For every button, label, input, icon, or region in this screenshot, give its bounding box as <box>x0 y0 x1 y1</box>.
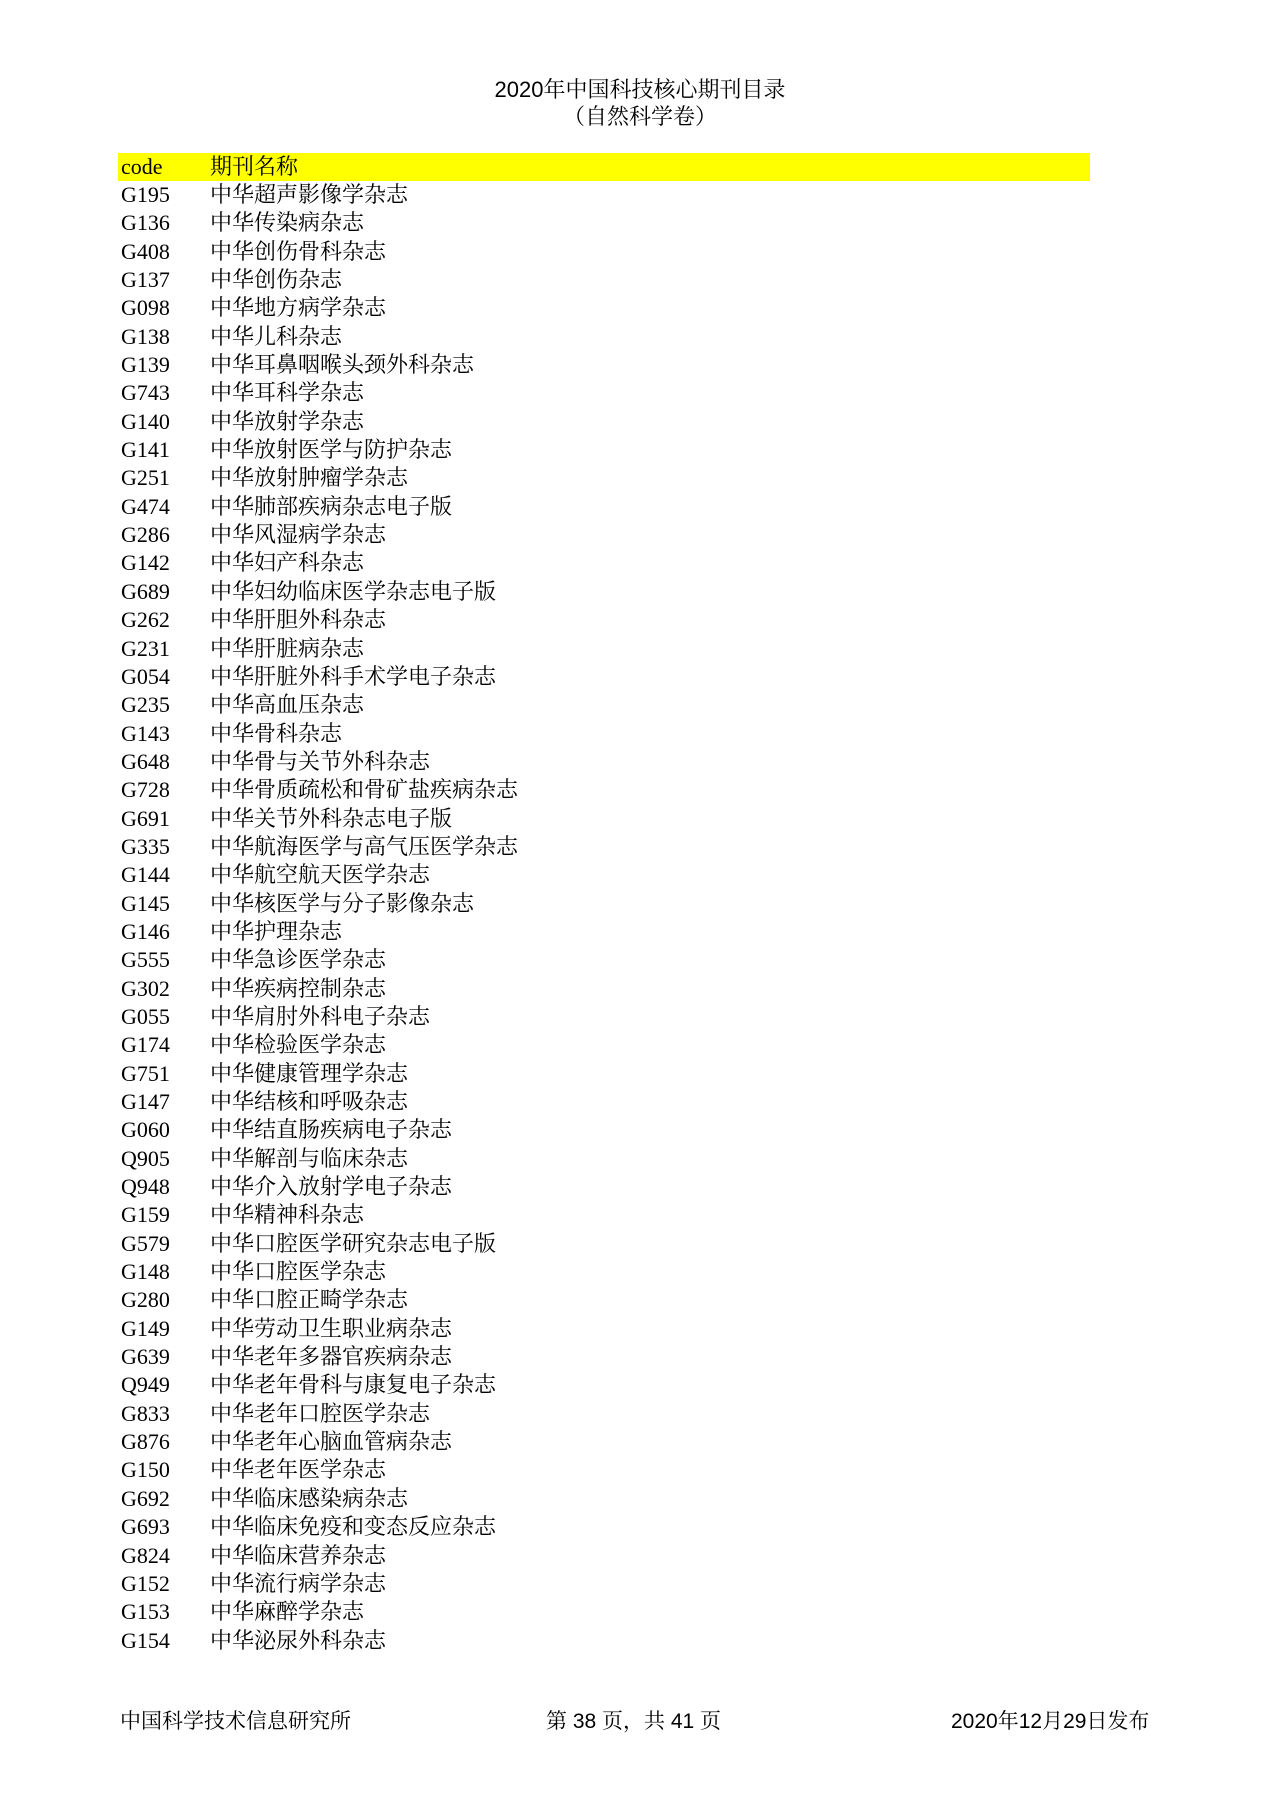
journal-code: G639 <box>121 1344 170 1370</box>
table-row <box>118 663 1090 691</box>
journal-name: 中华高血压杂志 <box>210 692 365 718</box>
journal-code: G251 <box>121 465 170 491</box>
journal-name: 中华肩肘外科电子杂志 <box>210 1003 431 1029</box>
journal-code: G138 <box>121 323 170 349</box>
journal-name: 中华临床感染病杂志 <box>210 1485 409 1511</box>
journal-code: G145 <box>121 890 170 916</box>
journal-name: 中华肺部疾病杂志电子版 <box>210 493 453 519</box>
journal-code: G579 <box>121 1230 170 1256</box>
journal-code: G335 <box>121 833 170 859</box>
journal-code: G280 <box>121 1287 170 1313</box>
table-row <box>118 1116 1090 1144</box>
journal-name: 中华口腔医学杂志 <box>210 1259 387 1285</box>
journal-code: G143 <box>121 720 170 746</box>
journal-name: 中华结核和呼吸杂志 <box>210 1089 409 1114</box>
journal-name: 中华耳科学杂志 <box>210 380 365 406</box>
document-title: 2020年中国科技核心期刊目录 <box>494 77 786 102</box>
table-row <box>118 833 1090 861</box>
journal-name: 中华劳动卫生职业病杂志 <box>210 1315 453 1341</box>
document-subtitle: （自然科学卷） <box>562 104 717 129</box>
journal-code: G876 <box>121 1429 170 1455</box>
table-row <box>118 323 1090 351</box>
journal-name: 中华泌尿外科杂志 <box>210 1627 387 1653</box>
journal-code: G751 <box>121 1060 170 1086</box>
journal-code: G144 <box>121 862 170 888</box>
journal-code: G824 <box>121 1542 170 1568</box>
journal-name: 中华传染病杂志 <box>210 210 365 236</box>
journal-name: 中华骨质疏松和骨矿盐疾病杂志 <box>210 777 519 803</box>
table-row <box>118 1230 1090 1258</box>
journal-name: 中华妇产科杂志 <box>210 550 365 576</box>
journal-name: 中华创伤杂志 <box>210 267 343 293</box>
table-row <box>118 1542 1090 1570</box>
header-code: code <box>121 154 163 179</box>
journal-table <box>118 153 1090 1655</box>
page-footer <box>0 1707 1280 1737</box>
table-header-row <box>118 153 1090 181</box>
table-row <box>118 1371 1090 1399</box>
journal-code: G728 <box>121 777 170 803</box>
table-row <box>118 1258 1090 1286</box>
journal-name: 中华结直肠疾病电子杂志 <box>210 1117 453 1143</box>
table-row <box>118 436 1090 464</box>
table-row <box>118 1003 1090 1031</box>
journal-name: 中华肝脏病杂志 <box>210 635 365 661</box>
journal-name: 中华老年医学杂志 <box>210 1457 387 1483</box>
journal-name: 中华健康管理学杂志 <box>210 1060 409 1086</box>
journal-name: 中华介入放射学电子杂志 <box>210 1174 453 1200</box>
journal-code: G054 <box>121 663 170 689</box>
table-row <box>118 1031 1090 1059</box>
journal-code: G146 <box>121 918 170 944</box>
journal-code: G140 <box>121 408 170 434</box>
journal-code: G474 <box>121 493 170 519</box>
journal-code: G833 <box>121 1400 170 1426</box>
table-row <box>118 1173 1090 1201</box>
footer-page-info: 第 38 页，共 41 页 <box>546 1710 722 1733</box>
table-row <box>118 1088 1090 1116</box>
journal-name: 中华老年多器官疾病杂志 <box>210 1344 453 1370</box>
journal-name: 中华放射医学与防护杂志 <box>210 437 453 463</box>
journal-code: G055 <box>121 1003 170 1029</box>
header-name: 期刊名称 <box>210 154 299 179</box>
journal-name: 中华精神科杂志 <box>210 1202 365 1228</box>
journal-code: G691 <box>121 805 170 831</box>
table-row <box>118 890 1090 918</box>
table-row <box>118 578 1090 606</box>
journal-name: 中华老年心脑血管病杂志 <box>210 1429 453 1455</box>
journal-name: 中华地方病学杂志 <box>210 295 387 321</box>
journal-name: 中华急诊医学杂志 <box>210 947 387 973</box>
table-row <box>118 1145 1090 1173</box>
journal-code: G152 <box>121 1570 170 1596</box>
journal-code: G302 <box>121 975 170 1001</box>
table-row <box>118 1598 1090 1626</box>
journal-code: G174 <box>121 1032 170 1058</box>
journal-code: G150 <box>121 1457 170 1483</box>
table-row <box>118 1315 1090 1343</box>
journal-name: 中华临床免疫和变态反应杂志 <box>210 1514 497 1540</box>
journal-code: G648 <box>121 748 170 774</box>
table-row <box>118 209 1090 237</box>
journal-code: G693 <box>121 1514 170 1540</box>
table-row <box>118 1456 1090 1484</box>
journal-name: 中华核医学与分子影像杂志 <box>210 890 475 916</box>
journal-code: G286 <box>121 522 170 548</box>
table-row <box>118 1627 1090 1655</box>
table-row <box>118 748 1090 776</box>
journal-code: G139 <box>121 352 170 378</box>
table-row <box>118 493 1090 521</box>
journal-code: G555 <box>121 947 170 973</box>
journal-code: G408 <box>121 238 170 264</box>
table-row <box>118 1343 1090 1371</box>
table-row <box>118 606 1090 634</box>
journal-name: 中华护理杂志 <box>210 918 343 944</box>
journal-code: G235 <box>121 692 170 718</box>
journal-code: G262 <box>121 607 170 633</box>
journal-name: 中华口腔医学研究杂志电子版 <box>210 1230 497 1256</box>
journal-code: Q905 <box>121 1145 170 1171</box>
table-row <box>118 1400 1090 1428</box>
table-row <box>118 1428 1090 1456</box>
table-body <box>118 181 1090 1655</box>
journal-code: Q948 <box>121 1174 170 1200</box>
footer-date: 2020年12月29日发布 <box>951 1710 1150 1733</box>
journal-name: 中华骨与关节外科杂志 <box>210 748 431 774</box>
journal-code: G137 <box>121 267 170 293</box>
table-row <box>118 1286 1090 1314</box>
journal-code: G692 <box>121 1485 170 1511</box>
journal-name: 中华航空航天医学杂志 <box>210 862 431 888</box>
table-row <box>118 379 1090 407</box>
journal-code: G743 <box>121 380 170 406</box>
table-row <box>118 464 1090 492</box>
table-row <box>118 918 1090 946</box>
journal-name: 中华超声影像学杂志 <box>210 182 409 207</box>
journal-name: 中华临床营养杂志 <box>210 1542 387 1568</box>
journal-code: G689 <box>121 578 170 604</box>
table-row <box>118 720 1090 748</box>
journal-code: G147 <box>121 1089 170 1114</box>
journal-name: 中华解剖与临床杂志 <box>210 1145 409 1171</box>
journal-code: G149 <box>121 1315 170 1341</box>
journal-code: G136 <box>121 210 170 236</box>
journal-code: G148 <box>121 1259 170 1285</box>
table-row <box>118 691 1090 719</box>
journal-code: G231 <box>121 635 170 661</box>
journal-code: G195 <box>121 182 170 207</box>
journal-name: 中华流行病学杂志 <box>210 1570 387 1596</box>
journal-name: 中华放射学杂志 <box>210 408 365 434</box>
journal-name: 中华麻醉学杂志 <box>210 1599 365 1625</box>
table-row <box>118 521 1090 549</box>
journal-code: G060 <box>121 1117 170 1143</box>
table-row <box>118 1513 1090 1541</box>
document-header <box>0 76 1280 130</box>
journal-name: 中华口腔正畸学杂志 <box>210 1287 409 1313</box>
table-row <box>118 1570 1090 1598</box>
journal-name: 中华耳鼻咽喉头颈外科杂志 <box>210 352 475 378</box>
journal-name: 中华关节外科杂志电子版 <box>210 805 453 831</box>
table-row <box>118 238 1090 266</box>
journal-name: 中华肝胆外科杂志 <box>210 607 387 633</box>
table-row <box>118 1201 1090 1229</box>
journal-name: 中华老年口腔医学杂志 <box>210 1400 431 1426</box>
journal-name: 中华检验医学杂志 <box>210 1032 387 1058</box>
table-row <box>118 1485 1090 1513</box>
table-row <box>118 294 1090 322</box>
journal-name: 中华创伤骨科杂志 <box>210 238 387 264</box>
journal-name: 中华风湿病学杂志 <box>210 522 387 548</box>
table-row <box>118 805 1090 833</box>
table-row <box>118 776 1090 804</box>
journal-name: 中华儿科杂志 <box>210 323 343 349</box>
journal-name: 中华老年骨科与康复电子杂志 <box>210 1372 497 1398</box>
table-row <box>118 946 1090 974</box>
journal-code: G159 <box>121 1202 170 1228</box>
journal-name: 中华骨科杂志 <box>210 720 343 746</box>
table-row <box>118 975 1090 1003</box>
table-row <box>118 635 1090 663</box>
journal-name: 中华疾病控制杂志 <box>210 975 387 1001</box>
table-row <box>118 549 1090 577</box>
footer-publisher: 中国科学技术信息研究所 <box>120 1710 351 1733</box>
journal-name: 中华肝脏外科手术学电子杂志 <box>210 663 497 689</box>
table-row <box>118 181 1090 209</box>
table-row <box>118 1060 1090 1088</box>
table-row <box>118 266 1090 294</box>
table-row <box>118 408 1090 436</box>
table-row <box>118 351 1090 379</box>
journal-code: Q949 <box>121 1372 170 1398</box>
journal-name: 中华航海医学与高气压医学杂志 <box>210 833 519 859</box>
journal-code: G154 <box>121 1627 170 1653</box>
journal-code: G141 <box>121 437 170 463</box>
journal-code: G153 <box>121 1599 170 1625</box>
journal-code: G098 <box>121 295 170 321</box>
journal-name: 中华放射肿瘤学杂志 <box>210 465 409 491</box>
journal-name: 中华妇幼临床医学杂志电子版 <box>210 578 497 604</box>
table-row <box>118 861 1090 889</box>
journal-code: G142 <box>121 550 170 576</box>
